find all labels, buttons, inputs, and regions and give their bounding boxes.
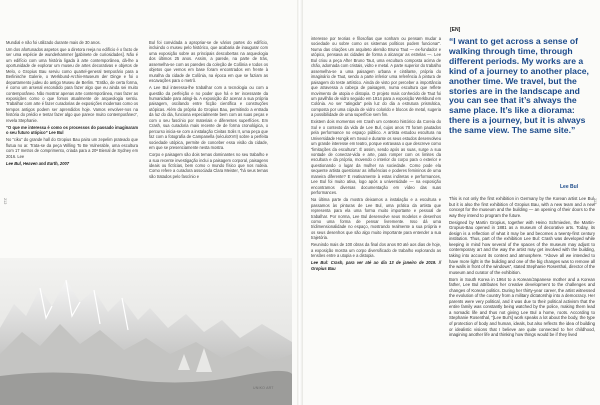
body-paragraph: A Lee Bul interessa-lhe trabalhar com a tecnologia ou com a questão da perfeição e no poder que há e ter incessante da humanidade para atingi-la. A exposição diz acenar a sua própria paisagem, oscilando entre ficção científica e construções utópicas. Além da própria do Gropius Bau, permitindo a entrada da luz do dia, funciona especialmente bem com as suas peças e com o seu fascínio por materiais e diferentes superfícies. Em Crash, sua curadoria mais recente de de forma cronológica, o percurso inicia-se com a instalação Civitas Solis II, uma peça que faz com a fotografia de Campanella (séculoXVII) sobre a perfeita sociedade utópica, permite de conceber essa visão da cidade, em que se presenciamente nesta mostra. — [149, 85, 269, 151]
quote-paragraph: “O que me interessa é como os processos do passado imaginaram o seu futuro utópico” Lee Bul — [6, 124, 138, 136]
mountain-sculpture-image — [0, 258, 292, 405]
body-paragraph: This is not only the first exhibition in Germany by the Korean artist Lee Bul, but it is also the first exhibition of Gropius Bau, with a new team and a new concept for the museum and the building — an opening of their doors to the way they intend to program the future. — [449, 196, 595, 218]
body-paragraph: Na última parte da mostra deixamos a instalação e a escultura e passamos às pinturas de Lee Bul, uma prática da artista que representa para ela uma forma muito importante e pessoal de trabalhar. Por norma, Lee Bul desenvolve seus modelos e desenhos como uma forma de pensar livremente. Isso dá uma tridimensionalidade no espaço, mostrando realmente a sua própria e os seus desenhos que são algo muito importante para entender a sua trajetória. — [311, 197, 441, 241]
language-tag: [EN] — [450, 27, 461, 33]
portuguese-column-1 — [6, 40, 138, 167]
body-paragraph: Mundial e não foi utilizado durante mais de 30 anos. — [6, 40, 101, 45]
body-paragraph: interesse por teorias e filosofias que sonham ou pensam mudar a sociedade ou sobre como os sistemas políticos podem funcionar”. Numa das criações um arquiteto alemão Bruno Taut — ex-fundador e utópico, pensava as cidades de forma a alcançar as estrelas —. Lee Bul criou a peça After Bruno Taut, uma escultura composta acima de chão, adornada com cristais, vidro e metal. A parte superior do trabalho assemelha-se a uma paisagem urbana e cintilante, própria do imaginário de Taut, sendo a parte inferior uma referência à pintura de paisagem do teste artístico. Ainda de visto por perceber a importância que atravessa a cabeça de paisagem, numa escultura que reflete movimento de utopia e distopia. O projeto mais conhecido de Taut foi um pavilhão de vidro seguido em 1914 para a exposição Werkbund em Colónia. Ao ser “atingida” pela luz do dia a estrutura prismática, composta por uma cúpula de vidro colorido e blocos de metal, sugeria a possibilidade de uma superfície sem fim. — [311, 36, 441, 118]
body-paragraph: No “ciku” do grande hall do Gropius Bau paira um zepelim prateado que flutua no ar. Trata-se da peça Willing To Be Vulnerable, uma escultura com 17 metros de comprimento, criada para a 20ª Bienal de Sydney em 2016. Lee — [6, 137, 138, 159]
body-paragraph: Existem dois momentos em Crash um contexto histórico da Coreia do Sul e o contexto da vida de Lee Bul, cujos anos 70 foram pautados pela performance no espaço público. A artista estudou escultura na Universidade Hongik em Seoul e durante os seus estudos desenvolveu um grande interesse em teatro, porque extravasa o que descreve como “limitações da escultura”. É assim, sendo após as suas, surge a sua vontade de conectar-vida e arte, para romper com os limites da escultura e da própria, movendo o interior do corpo para o exterior e questionando o lugar da mulher na sociedade. Como pode ela sequente artista questionar as influências e poderes femininos de uma maneira diferente? E reativamente à estas indiretas e performances, Lee Bul foi muito ativa, logo após a universidade — na exposição encontramos diversas documentação em vídeo das suas performances. — [311, 119, 441, 196]
body-paragraph: Bul foi convidada a apropriar-se de vários partes do edifício, incluindo o museu pelo histórico, que acabaria de inaugurar com uma exposição sobre as principais descobertas na arqueologia dos últimos 25 anos. Assim, a parede, na parte de trás, assemelha-se com as paredes da coleção de Colônia e todos os objetos que vemos em base foram encontrados em frente à muralha da cidade de Colônia, na época em que se faziam as escavações para o metrô. — [149, 40, 268, 84]
photo-caption: Lee Bul, Heaven and Earth, 2007 — [6, 160, 70, 166]
folio-left: 212 — [3, 198, 7, 205]
body-paragraph: Corpo e paisagem são dois temas dominantes no seu trabalho e a sua recente investigação inclui a paisagem corporal, paisagens ideais ou fictícias, bem como o mundo físico que nos rodeia. Como refere a curadora associada Clara Meister, “há seus temas são tratados pelo fascínio e — [149, 152, 268, 179]
pull-quote-author: Lee Bul — [560, 184, 579, 190]
english-column — [449, 196, 595, 339]
spine-gutter — [297, 0, 303, 405]
portuguese-column-3 — [311, 36, 441, 273]
photo-credit: UNIKO ART — [253, 386, 274, 390]
artwork-photo — [0, 258, 292, 405]
folio-right: 213 — [593, 198, 597, 205]
portuguese-column-2 — [149, 40, 268, 181]
body-paragraph: Um dos afortunados aspetos que a diretora reeja no edifício é o facto de ser uma espécie de wunderkammer [gabinete de curiosidades]. Não é um edifício com uma história ligada à arte contemporânea, dá-lhe a oportunidade de explorar um museu de artes decorativas e objetos de Melo, o Gropius Bau serviu como quartel-general temporário para a Berlinische Galerie, o Werkbund-Archiv-Museum der Dinge e foi o departamento judeu do antigo Museu de Berlim. “Então, de certa forma, é como um arsenal escondido para fazer algo que eu ainda sei muito contemporâneo. Não mostrar apenas arte contemporânea, mas fazer as exposições como o que fomos atualmente de arqueologia sentiu. Trabalhar com arte é fazer curadorias de exposições modernas como os tempos antigos podem ser aprendidos hoje. Vamos envolver-nos na história do prédio e tentar fazer algo que parece muito contemporâneo”, revela Stephanie. — [6, 46, 138, 123]
body-paragraph: Born in South Korea in 1964 to a Korean/Japanese mother and a Korean father, Lee Bul attributes her creative development to the challenges and changes of Korean politics. During her thirty-year career, the artist witnessed the evolution of the country from a military dictatorship into a democracy. Her parents were very political, and it was due to their political activism that the entire family was constantly being watched by the police, making them lead a nomadic life and thus not giving Lee Bul a home, roots. According to Stephanie Rosenthal, “[Lee Bul’s] work speaks a lot about the body, the type of protection of body and human, ideals, but also reflects the idea of building or idealistic visions that I believe are quite connected to her childhood, imagining another life and thinking how things would be if they lived — [449, 276, 595, 338]
photo-caption: Lee Bul: Crash, para ver até ao dia 13 de janeiro de 2019. // Gropius Bau — [311, 260, 441, 271]
pull-quote: “I want to get across a sense of walking through time, through different periods. My works are a kind of a journey to another place, another time. We travel, but the stories are in the landscape and you can see that it’s always the same place. It’s like a diorama: there is a journey, but it is always the same view. The same site.” — [449, 36, 589, 136]
body-paragraph: Reunindo mais de 100 obras da final dos anos 80 até aos dias de hoje, a exposição mostra um corpo diversificado de trabalho explorando as tensões entre a utopia e a distopia. — [311, 242, 441, 259]
body-paragraph: Designed by Martin Gropius, together with Heino Schmieden, the Martin-Gropius-Bau opened in 1881 as a museum of decorative arts. Today, its design is a reflection of what it may be and becomes a twenty-first century institution. Thus, part of the exhibition Lee Bul: Crash was developed while keeping in mind how several of the spaces of the museum may adjust to contemporary art and the way the artist may get involved with the building, taking into account its context and atmosphere. “Above all we intended to have more light in the building and one of the big changes was to remove all the walls in front of the windows”, stated Stephanie Rosenthal, director of the museum and curator of the exhibition. — [449, 219, 595, 275]
